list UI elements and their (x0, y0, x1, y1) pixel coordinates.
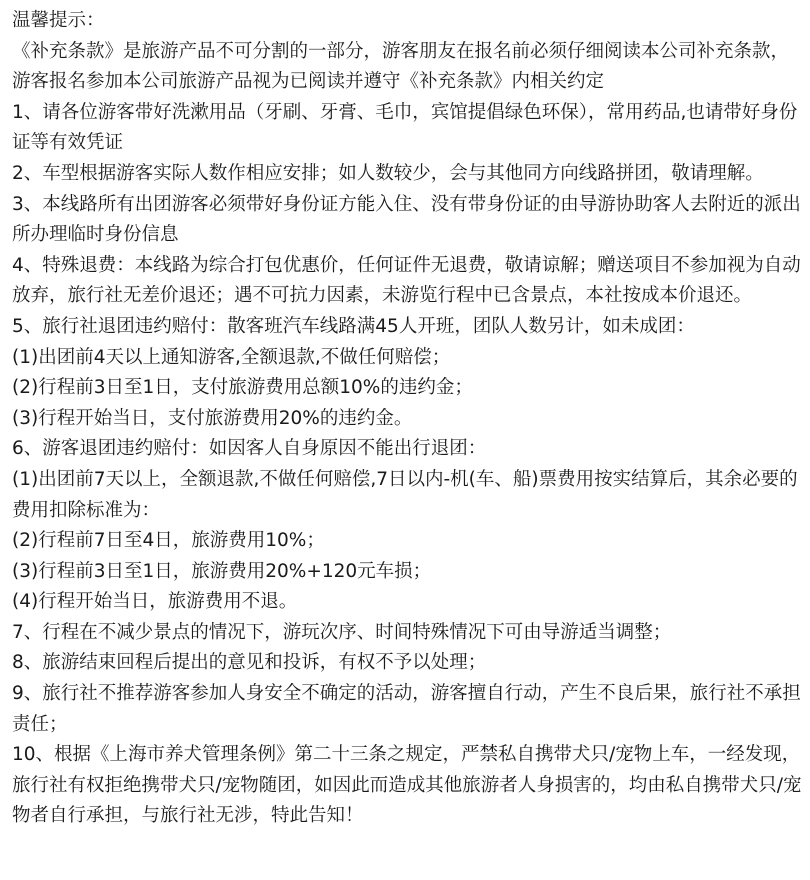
notice-item-5-sub-2: (2)行程前3日至1日，支付旅游费用总额10%的违约金； (12, 377, 473, 399)
notice-item-10: 10、根据《上海市养犬管理条例》第二十三条之规定，严禁私自携带犬只/宠物上车，一经发现，旅行社有权拒绝携带犬只/宠物随团，如因此而造成其他旅游者人身损害的，均由私自携带犬只/宠物者自行承担，与旅行社无涉，特此告知！ (12, 744, 802, 827)
notice-item-6-sub-1: (1)出团前7天以上，全额退款,不做任何赔偿,7日以内-机(车、船)票费用按实结算后，其余必要的费用扣除标准为： (12, 468, 798, 521)
notice-item-8: 8、旅游结束回程后提出的意见和投诉，有权不予以处理； (12, 652, 487, 674)
notice-item-6: 6、游客退团违约赔付：如因客人自身原因不能出行退团： (12, 438, 487, 460)
notice-item-3: 3、本线路所有出团游客必须带好身份证方能入住、没有带身份证的由导游协助客人去附近的派出所办理临时身份信息 (12, 193, 801, 246)
notice-item-9: 9、旅行社不推荐游客参加人身安全不确定的活动，游客擅自行动，产生不良后果，旅行社不承担责任； (12, 683, 801, 735)
notice-item-6-sub-4: (4)行程开始当日，旅游费用不退。 (12, 591, 298, 613)
notice-item-7: 7、行程在不减少景点的情况下，游玩次序、时间特殊情况下可由导游适当调整； (12, 621, 672, 643)
notice-item-4: 4、特殊退费：本线路为综合打包优惠价，任何证件无退费，敬请谅解；赠送项目不参加视为自动放弃，旅行社无差价退还；遇不可抗力因素，未游览行程中已含景点，本社按成本价退还。 (12, 254, 801, 307)
notice-item-5-sub-3: (3)行程开始当日，支付旅游费用20%的违约金。 (12, 407, 413, 429)
notice-item-2: 2、车型根据游客实际人数作相应安排；如人数较少，会与其他同方向线路拼团，敬请理解。 (12, 162, 764, 184)
notice-item-6-sub-2: (2)行程前7日至4日，旅游费用10%； (12, 530, 325, 552)
notice-item-6-sub-3: (3)行程前3日至1日，旅游费用20%+120元车损； (12, 560, 432, 582)
notice-item-5-sub-1: (1)出团前4天以上通知游客,全额退款,不做任何赔偿； (12, 346, 451, 368)
notice-intro: 《补充条款》是旅游产品不可分割的一部分，游客朋友在报名前必须仔细阅读本公司补充条款，游客报名参加本公司旅游产品视为已阅读并遵守《补充条款》内相关约定 (12, 40, 790, 93)
notice-title: 温馨提示： (12, 10, 105, 31)
notice-item-1: 1、请各位游客带好洗漱用品（牙刷、牙膏、毛巾，宾馆提倡绿色环保），常用药品,也请带好身份证等有效凭证 (12, 101, 798, 154)
notice-item-5: 5、旅行社退团违约赔付：散客班汽车线路满45人开班，团队人数另计，如未成团： (12, 315, 695, 337)
